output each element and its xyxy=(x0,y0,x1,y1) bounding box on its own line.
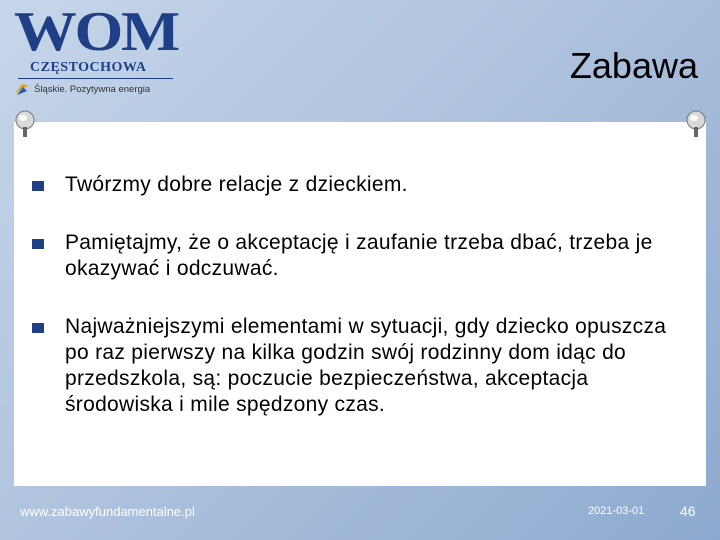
bullet-item xyxy=(30,230,690,282)
slide-title: Zabawa xyxy=(569,45,698,86)
footer-website: www.zabawyfundamentalne.pl xyxy=(20,504,195,519)
slaskie-bird-icon xyxy=(14,82,30,96)
pushpin-icon xyxy=(12,110,38,140)
bullet-item xyxy=(30,172,690,198)
footer-date: 2021-03-01 xyxy=(588,505,645,517)
square-bullet-icon xyxy=(32,323,44,333)
logo-divider xyxy=(18,78,173,79)
logo-city-text: CZĘSTOCHOWA xyxy=(30,60,147,75)
bullet-item xyxy=(30,314,690,418)
logo-wom-text: WOM xyxy=(14,1,178,63)
bullet-text: Pamiętajmy, że o akceptację i zaufanie trzeba dbać, trzeba je okazywać i odczuwać. xyxy=(65,231,653,280)
region-logo xyxy=(14,82,150,96)
page-number: 46 xyxy=(680,503,696,519)
bullet-list xyxy=(30,172,690,450)
square-bullet-icon xyxy=(32,181,44,191)
square-bullet-icon xyxy=(32,239,44,249)
bullet-text: Twórzmy dobre relacje z dzieckiem. xyxy=(65,173,408,196)
bullet-text: Najważniejszymi elementami w sytuacji, gdy dziecko opuszcza po raz pierwszy na kilka godzin swój rodzinny dom idąc do przedszkola, są: poczucie bezpieczeństwa, akceptacja środowiska i mile spędzony czas. xyxy=(65,315,667,416)
pushpin-icon xyxy=(683,110,709,140)
region-slogan: Śląskie. Pozytywna energia xyxy=(34,83,151,95)
wom-logo xyxy=(10,1,180,100)
